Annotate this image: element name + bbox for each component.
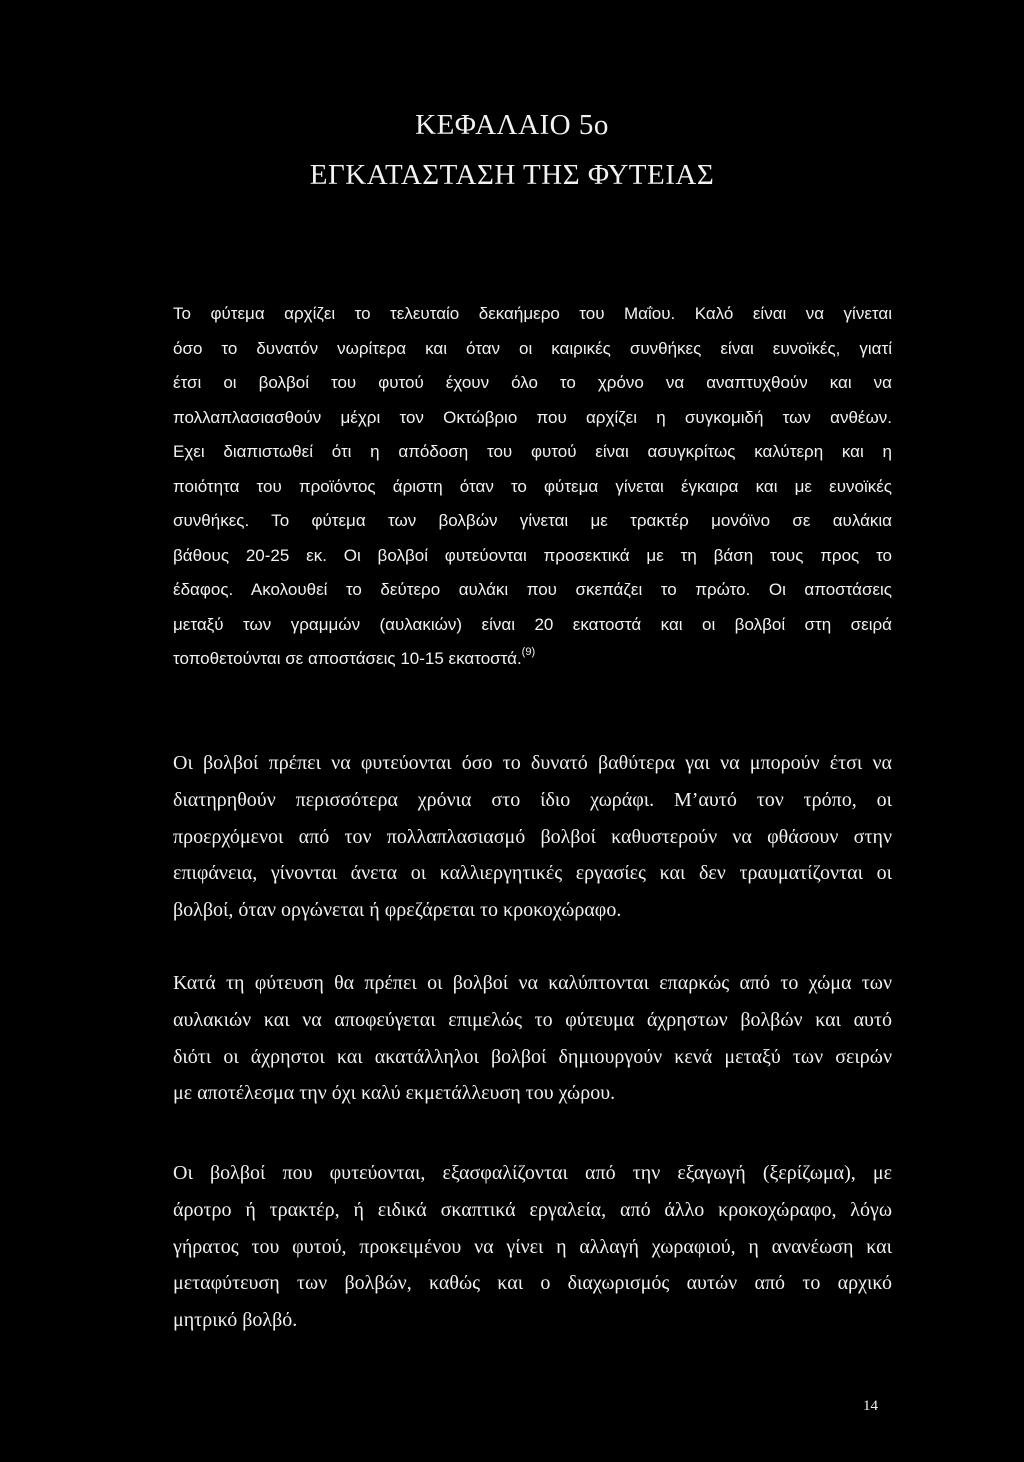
paragraph-line: διατηρηθούν περισσότερα χρόνια στο ίδιο χωράφι. Μ’αυτό τον τρόπο, οι <box>173 788 892 811</box>
paragraph-line: όσο το δυνατόν νωρίτερα και όταν οι καιρικές συνθήκες είναι ευνοϊκές, γιατί <box>173 338 892 358</box>
paragraph-line: Εχει διαπιστωθεί ότι η απόδοση του φυτού είναι ασυγκρίτως καλύτερη και η <box>173 442 892 461</box>
paragraph-bulb-source <box>173 1155 892 1339</box>
paragraph-line: μεταξύ των γραμμών (αυλακιών) είναι 20 εκατοστά και οι βολβοί στη σειρά <box>173 614 892 634</box>
paragraph-line: έδαφος. Ακολουθεί το δεύτερο αυλάκι που σκεπάζει το πρώτο. Οι αποστάσεις <box>173 580 892 599</box>
reference-marker: (9) <box>521 646 536 658</box>
paragraph-line: άροτρο ή τρακτέρ, ή ειδικά σκαπτικά εργαλεία, από άλλο κροκοχώραφο, λόγω <box>173 1198 892 1221</box>
paragraph-planting-depth <box>173 745 892 929</box>
paragraph-planting-time <box>173 297 892 677</box>
paragraph-line: έτσι οι βολβοί του φυτού έχουν όλο το χρόνο να αναπτυχθούν και να <box>173 373 892 392</box>
paragraph-line: Κατά τη φύτευση θα πρέπει οι βολβοί να καλύπτονται επαρκώς από το χώμα των <box>173 972 892 994</box>
chapter-number: ΚΕΦΑΛΑΙΟ 5ο <box>415 109 609 141</box>
paragraph-line-last: με αποτέλεσμα την όχι καλύ εκμετάλλευση του χώρου. <box>173 1082 616 1105</box>
paragraph-line-last: βολβοί, όταν οργώνεται ή φρεζάρεται το κροκοχώραφο. <box>173 899 622 922</box>
paragraph-line: γήρατος του φυτού, προκειμένου να γίνει η αλλαγή χωραφιού, η ανανέωση και <box>173 1235 892 1258</box>
paragraph-line: βάθους 20-25 εκ. Οι βολβοί φυτεύονται προσεκτικά με τη βάση τους προς το <box>173 545 892 565</box>
paragraph-line: επιφάνεια, γίνονται άνετα οι καλλιεργητικές εργασίες και δεν τραυματίζονται οι <box>173 862 892 885</box>
paragraph-line: Οι βολβοί που φυτεύονται, εξασφαλίζονται από την εξαγωγή (ξερίζωμα), με <box>173 1162 892 1184</box>
paragraph-line: διότι οι άχρηστοι και ακατάλληλοι βολβοί δημιουργούν κενά μεταξύ των σειρών <box>173 1045 892 1068</box>
paragraph-soil-cover <box>173 965 892 1112</box>
paragraph-line: ποιότητα του προϊόντος άριστη όταν το φύτεμα γίνεται έγκαιρα και με ευνοϊκές <box>173 476 892 496</box>
paragraph-line: Οι βολβοί πρέπει να φυτεύονται όσο το δυνατό βαθύτερα γαι να μπορούν έτσι να <box>173 752 892 774</box>
paragraph-line-last: μητρικό βολβό. <box>173 1309 298 1332</box>
paragraph-line: προερχόμενοι από τον πολλαπλασιασμό βολβοί καθυστερούν να φθάσουν στην <box>173 825 892 848</box>
paragraph-line-last <box>173 642 892 677</box>
paragraph-line: αυλακιών και να αποφεύγεται επιμελώς το φύτευμα άχρηστων βολβών και αυτό <box>173 1008 892 1031</box>
chapter-title: ΕΓΚΑΤΑΣΤΑΣΗ ΤΗΣ ΦΥΤΕΙΑΣ <box>309 159 715 191</box>
paragraph-line-text: τοποθετούνται σε αποστάσεις 10-15 εκατοστά. <box>173 649 522 668</box>
paragraph-line: συνθήκες. Το φύτεμα των βολβών γίνεται με τρακτέρ μονόϊνο σε αυλάκια <box>173 511 892 530</box>
paragraph-line: Το φύτεμα αρχίζει το τελευταίο δεκαήμερο του Μαΐου. Καλό είναι να γίνεται <box>173 304 892 323</box>
paragraph-line: πολλαπλασιασθούν μέχρι τον Οκτώβριο που αρχίζει η συγκομιδή των ανθέων. <box>173 407 892 427</box>
paragraph-line: μεταφύτευση των βολβών, καθώς και ο διαχωρισμός αυτών από το αρχικό <box>173 1272 892 1295</box>
page-number: 14 <box>863 1398 878 1414</box>
chapter-header <box>0 100 1024 200</box>
